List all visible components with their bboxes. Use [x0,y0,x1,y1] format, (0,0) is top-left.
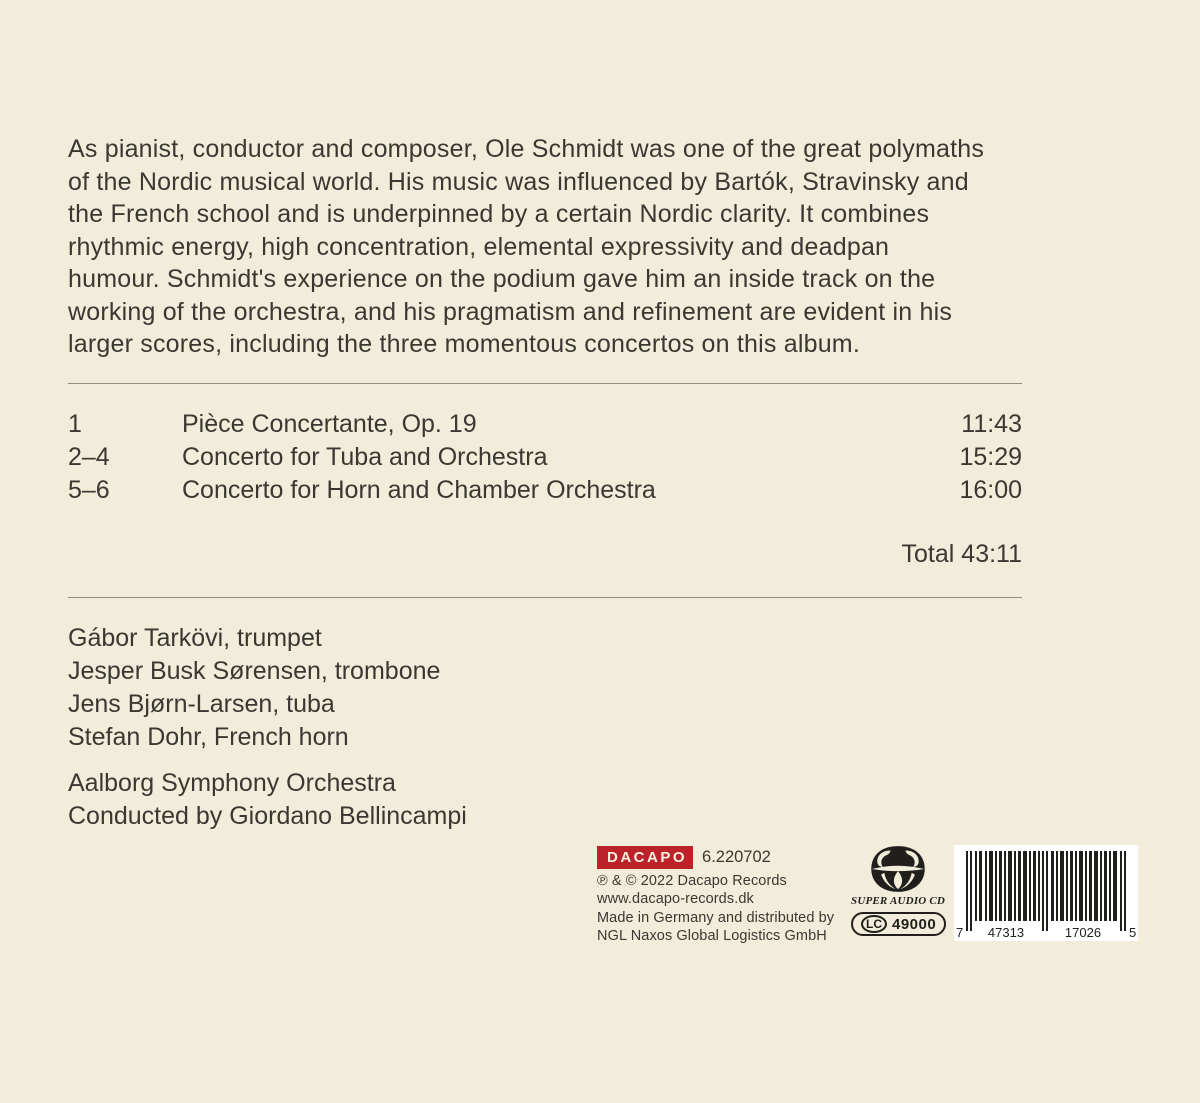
barcode-icon [954,845,1138,941]
super-audio-cd-icon [865,845,931,893]
divider-top [68,383,1022,384]
track-list [68,408,1022,507]
barcode-group-1: 47313 [987,925,1025,940]
barcode-digit-left: 7 [956,925,964,940]
track-number: 1 [68,410,82,438]
ensemble-credits [68,767,467,833]
track-row [68,408,1022,441]
barcode-digit-right: 5 [1129,925,1137,940]
track-row [68,474,1022,507]
intro-line: humour. Schmidt's experience on the podium gave him an inside track on the [68,265,936,293]
copyright-line: ℗ & © 2022 Dacapo Records [597,873,787,889]
intro-line: the French school and is underpinned by a certain Nordic clarity. It combines [68,200,930,228]
intro-line: rhythmic energy, high concentration, elemental expressivity and deadpan [68,232,890,261]
divider-bottom [68,597,1022,598]
conductor-line: Conducted by Giordano Bellincampi [68,802,467,830]
imprint-text [597,872,834,946]
intro-paragraph [68,133,1028,361]
soloist-credits [68,622,440,754]
barcode [954,845,1138,941]
distribution-line: Made in Germany and distributed by [597,909,835,926]
track-number: 2–4 [68,443,110,471]
intro-line: of the Nordic musical world. His music was influenced by Bartók, Stravinsky and [68,167,969,196]
sacd-block [851,845,945,936]
website-line: www.dacapo-records.dk [597,891,754,908]
soloist-line: Gábor Tarkövi, trumpet [68,624,322,652]
lc-number: 49000 [892,915,937,933]
lc-prefix: LC [861,915,887,933]
track-duration: 16:00 [959,476,1022,504]
lc-badge [851,912,946,936]
intro-line: As pianist, conductor and composer, Ole Schmidt was one of the great polymaths [68,135,985,163]
track-title: Pièce Concertante, Op. 19 [182,410,477,438]
track-duration: 15:29 [959,443,1022,471]
catalog-number: 6.220702 [702,848,771,866]
orchestra-line: Aalborg Symphony Orchestra [68,769,396,797]
intro-line: larger scores, including the three momentous concertos on this album. [68,330,860,358]
track-title: Concerto for Tuba and Orchestra [182,443,548,471]
track-title: Concerto for Horn and Chamber Orchestra [182,476,656,504]
sacd-caption: SUPER AUDIO CD [851,895,946,907]
barcode-group-2: 17026 [1064,925,1102,940]
track-number: 5–6 [68,476,110,504]
track-row [68,441,1022,474]
dacapo-logo: DACAPO [597,846,693,869]
intro-line: working of the orchestra, and his pragmatism and refinement are evident in his [68,297,953,326]
track-duration: 11:43 [961,410,1022,438]
label-catalog-row [597,846,771,869]
distributor-line: NGL Naxos Global Logistics GmbH [597,928,827,945]
soloist-line: Stefan Dohr, French horn [68,723,349,751]
soloist-line: Jesper Busk Sørensen, trombone [68,657,441,685]
soloist-line: Jens Bjørn-Larsen, tuba [68,690,335,718]
total-duration: Total 43:11 [901,540,1022,568]
